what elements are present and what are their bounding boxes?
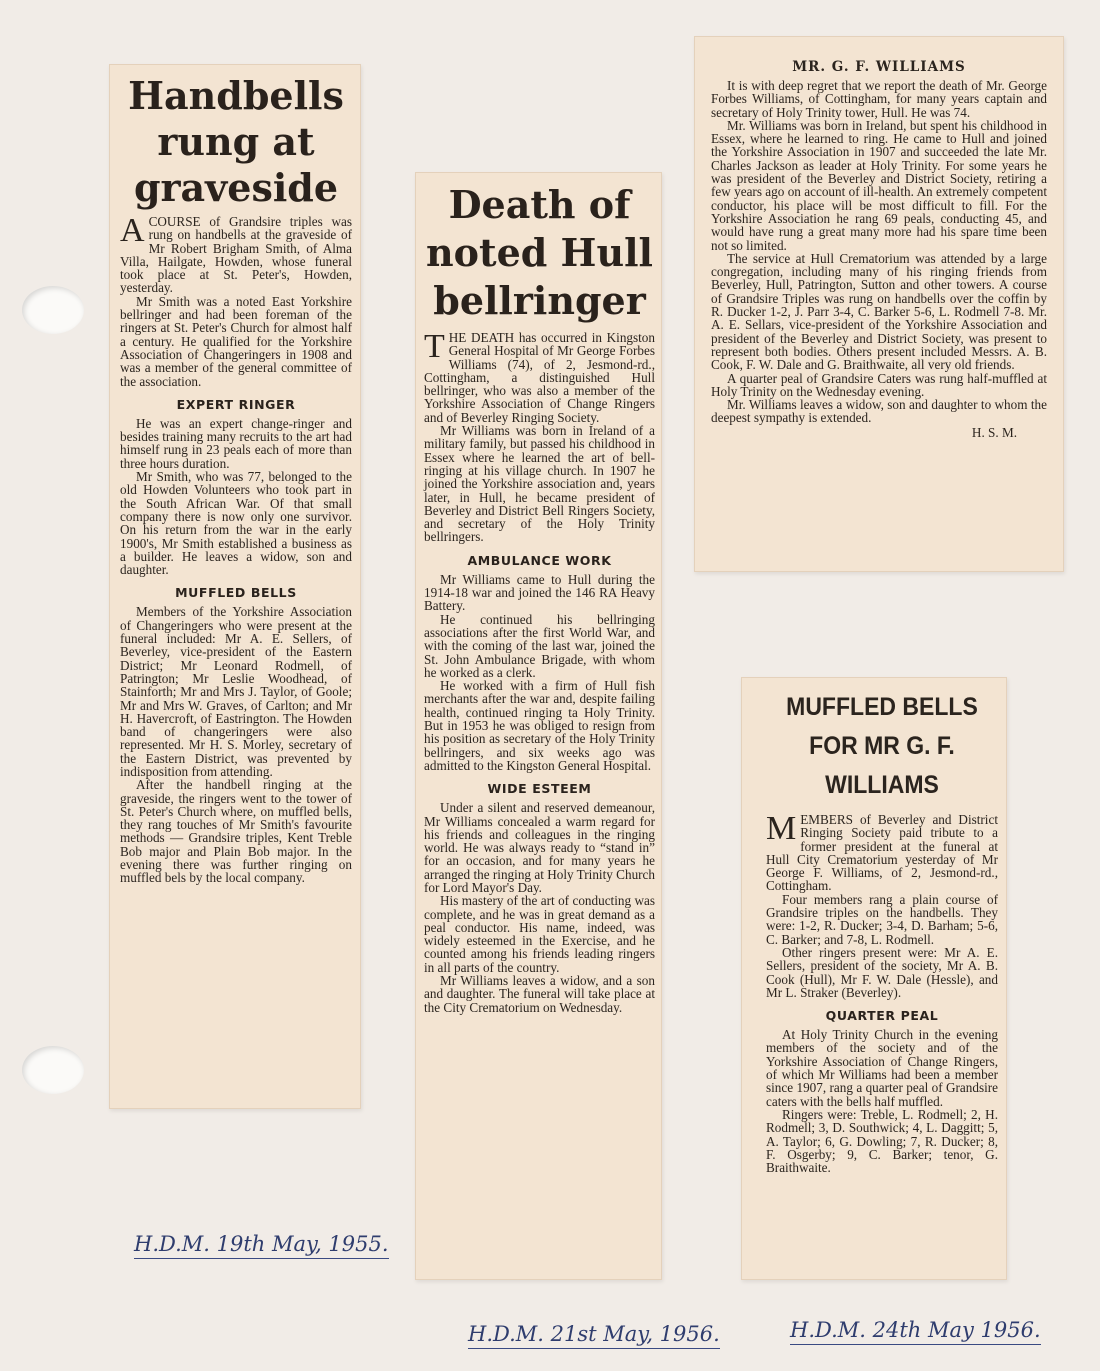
paragraph-text: COURSE of Grandsire triples was rung on handbells at the graveside of Mr Robert Brigham Smith, of Alma Villa, Hailgate, Howden, whose funeral took place at St. Peter's, Howden, yesterday. bbox=[120, 214, 352, 296]
headline-line-3: bellringer bbox=[433, 278, 646, 323]
subheading: EXPERT RINGER bbox=[176, 396, 296, 412]
headline-line-2: rung at bbox=[157, 119, 315, 164]
paragraph: At Holy Trinity Church in the evening members of the society and of the Yorkshire Association of Change Ringers, of which Mr Williams had been a member since 1907, rang a quarter peal of Grandsire caters with the bells half muffled. bbox=[766, 1027, 998, 1109]
paragraph: After the handbell ringing at the graveside, the ringers went to the tower of St. Peter's Church where, on muffled bells, they rang touches of Mr Smith's favourite methods — Grandsire triples, Kent Treble Bob major and Plain Bob major. In the evening there was further ringing on muffled bels by the local company. bbox=[120, 777, 352, 886]
headline bbox=[120, 73, 352, 211]
caption-underline bbox=[790, 1344, 1041, 1345]
paragraph: He worked with a firm of Hull fish merchants after the war and, despite failing health, continued ringing ta Holy Trinity. But in 1953 he was obliged to resign from his position as secretary of the Holy Trinity bellringers, and six weeks ago was admitted to the Kingston General Hospital. bbox=[424, 678, 655, 773]
paragraph: Under a silent and reserved demeanour, Mr Williams concealed a warm regard for his friends and colleagues in the ringing world. He was always ready to “stand in” for an occasion, and for many years he arranged the ringing at Holy Trinity Church for Lord Mayor's Day. bbox=[424, 800, 655, 895]
paragraph: A quarter peal of Grandsire Caters was rung half-muffled at Holy Trinity on the Wednesday evening. bbox=[711, 370, 1047, 399]
paragraph: Mr Williams was born in Ireland of a military family, but passed his childhood in Essex where he learned the art of bell-ringing at his village church. In 1907 he joined the Yorkshire association and, years later, in Hull, he became president of Beverley and District Bell Ringers Society, and secretary of the Holy Trinity bellringers. bbox=[424, 423, 655, 545]
clipping-muffled-bells bbox=[741, 677, 1007, 1280]
paragraph: He was an expert change-ringer and besides training many recruits to the art had himself rung in 23 peals each of more than three hours duration. bbox=[120, 415, 352, 471]
headline-line-2: noted Hull bbox=[426, 230, 653, 275]
paragraph: Other ringers present were: Mr A. E. Sellers, president of the society, Mr A. B. Cook (Hull), Mr F. W. Dale (Hessle), and Mr L. Straker (Beverley). bbox=[766, 944, 998, 1000]
caption-text: H.D.M. 21st May, 1956. bbox=[468, 1322, 720, 1346]
headline-line-1: Death of bbox=[448, 182, 631, 227]
subheading: MUFFLED BELLS bbox=[175, 585, 297, 601]
caption-text: H.D.M. 24th May 1956. bbox=[790, 1318, 1041, 1342]
subheading: WIDE ESTEEM bbox=[487, 781, 592, 797]
paragraph bbox=[424, 328, 655, 425]
headline-line-1: Handbells bbox=[128, 73, 344, 118]
headline bbox=[424, 181, 655, 325]
paragraph: It is with deep regret that we report the death of Mr. George Forbes Williams, of Cottingham, for many years captain and secretary of Holy Trinity tower, Hull. He was 74. bbox=[711, 78, 1047, 120]
paragraph: Mr. Williams leaves a widow, son and daughter to whom the deepest sympathy is extended. bbox=[711, 397, 1047, 426]
paragraph: Mr Williams leaves a widow, and a son and daughter. The funeral will take place at the City Crematorium on Wednesday. bbox=[424, 973, 655, 1015]
paragraph: Ringers were: Treble, L. Rodmell; 2, H. Rodmell; 3, D. Southwick; 4, L. Daggitt; 5, A. Taylor; 6, G. Dowling; 7, R. Ducker; 8, F. Osgerby; 9, C. Barker; tenor, G. Braithwaite. bbox=[766, 1106, 998, 1176]
paragraph: Mr Smith was a noted East Yorkshire bellringer and had been foreman of the ringers at St. Peter's Church for almost half a century. He qualified for the Yorkshire Association of Changeringers in 1908 and was a member of the general committee of the association. bbox=[120, 293, 352, 389]
paragraph: The service at Hull Crematorium was attended by a large congregation, including many of his ringing friends from Beverley, Hull, Patrington, Sutton and other towers. A course of Grandsire Triples was rung on handbells over the coffin by R. Ducker 1-2, J. Parr 3-4, C. Barker 5-6, L. Rodmell 7-8. Mr. A. E. Sellars, vice-president of the Yorkshire Association and president of the Beverley and District Society, was present to represent both bodies. Others present included Messrs. A. B. Cook, F. W. Dale and G. Braithwaite, all very old friends. bbox=[711, 250, 1047, 373]
paragraph: Mr Williams came to Hull during the 1914-18 war and joined the 146 RA Heavy Battery. bbox=[424, 571, 655, 614]
caption-date-3 bbox=[790, 1318, 1041, 1345]
caption-text: H.D.M. 19th May, 1955. bbox=[134, 1232, 389, 1256]
drop-cap: T bbox=[424, 328, 445, 365]
paragraph bbox=[120, 212, 352, 296]
punch-hole-bottom bbox=[22, 1046, 84, 1094]
paragraph bbox=[766, 810, 998, 894]
paragraph: Four members rang a plain course of Grandsire triples on the handbells. They were: 1-2, R. Ducker; 3-4, D. Barham; 5-6, C. Barker; and 7-8, L. Rodmell. bbox=[766, 891, 998, 947]
caption-date-1 bbox=[134, 1232, 389, 1259]
subheading: QUARTER PEAL bbox=[825, 1008, 939, 1024]
paragraph: Mr. Williams was born in Ireland, but spent his childhood in Essex, where he learned to ring. He came to Hull and joined the Yorkshire Association in 1907 and succeeded the late Mr. Charles Jackson as leader at Holy Trinity. For some years he was president of the Beverley and District Society, retiring a few years ago on account of ill-health. An extremely competent conductor, his place will be most difficult to fill. For the Yorkshire Association he rang 69 peals, conducting 45, and would have rung a great many more had his spare time been not so limited. bbox=[711, 117, 1047, 253]
paragraph-text: HE DEATH has occurred in Kingston General Hospital of Mr George Forbes Williams (74), of 2, Jesmond-rd., Cottingham, a distinguished Hull bellringer, who was also a member of the Yorkshire Association of Change Ringers and of Beverley Ringing Society. bbox=[424, 330, 655, 425]
subheading: AMBULANCE WORK bbox=[467, 552, 612, 568]
headline-line-3: graveside bbox=[133, 165, 339, 210]
paragraph: He continued his bellringing associations after the first World War, and with the coming of the last war, joined the St. John Ambulance Brigade, with whom he worked as a clerk. bbox=[424, 611, 655, 680]
paragraph: Members of the Yorkshire Association of Changeringers who were present at the funeral included: Mr A. E. Sellers, of Beverley, vice-president of the Eastern District; Mr Leonard Rodmell, of Patrington; Mr Leslie Woodhead, of Stainforth; Mr and Mrs J. Taylor, of Goole; Mr and Mrs W. Graves, of Carlton; and Mr H. Havercroft, of Eastrington. The Howden band of changeringers were also represented. Mr H. S. Morley, secretary of the Eastern District, was prevented by indisposition from attending. bbox=[120, 604, 352, 779]
caption-underline bbox=[134, 1258, 389, 1259]
clipping-handbells-graveside bbox=[109, 64, 361, 1109]
paragraph: His mastery of the art of conducting was complete, and he was in great demand as a peal conductor. His name, indeed, was widely esteemed in the Exercise, and he counted among his friends leading ringers in all parts of the country. bbox=[424, 893, 655, 975]
signature: H. S. M. bbox=[971, 424, 1017, 440]
headline-line-2: FOR MR G. F. bbox=[809, 732, 955, 760]
drop-cap: A bbox=[120, 212, 145, 249]
drop-cap: M bbox=[766, 810, 797, 847]
headline-line-3: WILLIAMS bbox=[825, 771, 939, 799]
headline-line-1: MUFFLED BELLS bbox=[786, 693, 978, 721]
paragraph: Mr Smith, who was 77, belonged to the old Howden Volunteers who took part in the South African War. Of that small company there is now only one survivor. On his return from the war in the early 1900's, Mr Smith established a business as a builder. He leaves a widow, son and daughter. bbox=[120, 469, 352, 578]
caption-underline bbox=[468, 1348, 720, 1349]
caption-date-2 bbox=[468, 1322, 720, 1349]
punch-hole-top bbox=[22, 286, 84, 334]
clipping-mr-gf-williams bbox=[694, 36, 1064, 572]
headline bbox=[775, 688, 988, 805]
paragraph-text: EMBERS of Beverley and District Ringing Society paid tribute to a former president at the funeral at Hull City Crematorium yesterday of Mr George F. Williams, of 2, Jesmond-rd., Cottingham. bbox=[766, 812, 998, 894]
clipping-death-noted-bellringer bbox=[415, 172, 662, 1280]
headline: MR. G. F. WILLIAMS bbox=[792, 59, 966, 75]
